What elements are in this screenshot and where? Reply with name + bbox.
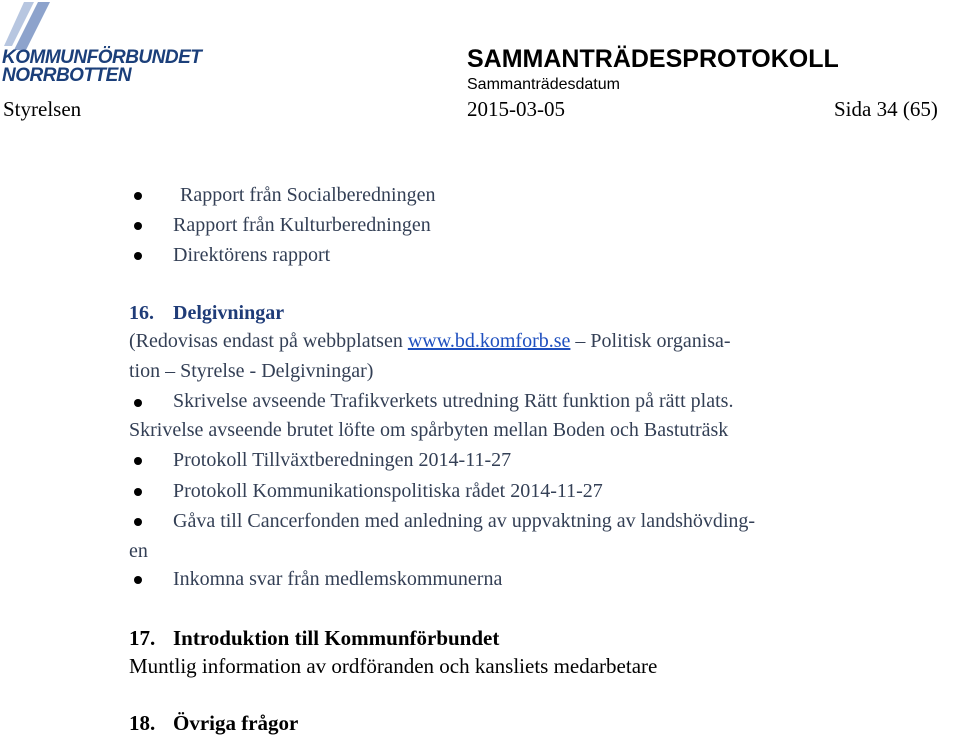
bullet-icon [134,399,142,407]
section17-title: Introduktion till Kommunförbundet [173,626,500,650]
section18-number: 18. [129,711,156,735]
bullet-icon [134,192,142,200]
bullet-icon [134,488,142,496]
bullet-icon [134,222,142,230]
list-item: Protokoll Tillväxtberedningen 2014-11-27 [173,449,512,471]
list-item: Gåva till Cancerfonden med anledning av uppvaktning av landshövding- [173,510,756,532]
bullet-icon [134,457,142,465]
logo-stripes-icon [4,2,54,52]
bullet-icon [134,576,142,584]
logo-line1: KOMMUNFÖRBUNDET [2,47,202,68]
section17-text: Muntlig information av ordföranden och kansliets medarbetare [129,654,658,678]
list-item: Rapport från Socialberedningen [180,184,436,206]
list-item: Protokoll Kommunikationspolitiska rådet 2014-11-27 [173,480,603,502]
list-item: Skrivelse avseende Trafikverkets utredning Rätt funktion på rätt plats. [173,390,734,412]
list-item-continuation: en [129,540,148,562]
section16-number: 16. [129,302,154,324]
list-item: Direktörens rapport [173,244,331,266]
list-item: Skrivelse avseende brutet löfte om spårbyten mellan Boden och Bastuträsk [129,419,729,441]
doc-type-title: SAMMANTRÄDESPROTOKOLL [467,45,839,73]
date-label: Sammanträdesdatum [467,76,620,93]
bullet-icon [134,252,142,260]
website-link[interactable]: www.bd.komforb.se [407,330,571,352]
section16-intro-line1: (Redovisas endast på webbplatsen www.bd.komforb.se – Politisk organisa- [129,330,731,352]
logo-line2: NORRBOTTEN [2,65,132,86]
page-number: Sida 34 (65) [834,97,938,121]
section16-title: Delgivningar [173,302,285,324]
body-name: Styrelsen [3,97,82,121]
list-item: Rapport från Kulturberedningen [173,214,431,236]
section18-title: Övriga frågor [173,711,299,735]
section17-number: 17. [129,626,156,650]
section16-intro-line2: tion – Styrelse - Delgivningar) [129,360,374,382]
meeting-date: 2015-03-05 [467,97,565,121]
bullet-icon [134,518,142,526]
list-item: Inkomna svar från medlemskommunerna [173,568,503,590]
